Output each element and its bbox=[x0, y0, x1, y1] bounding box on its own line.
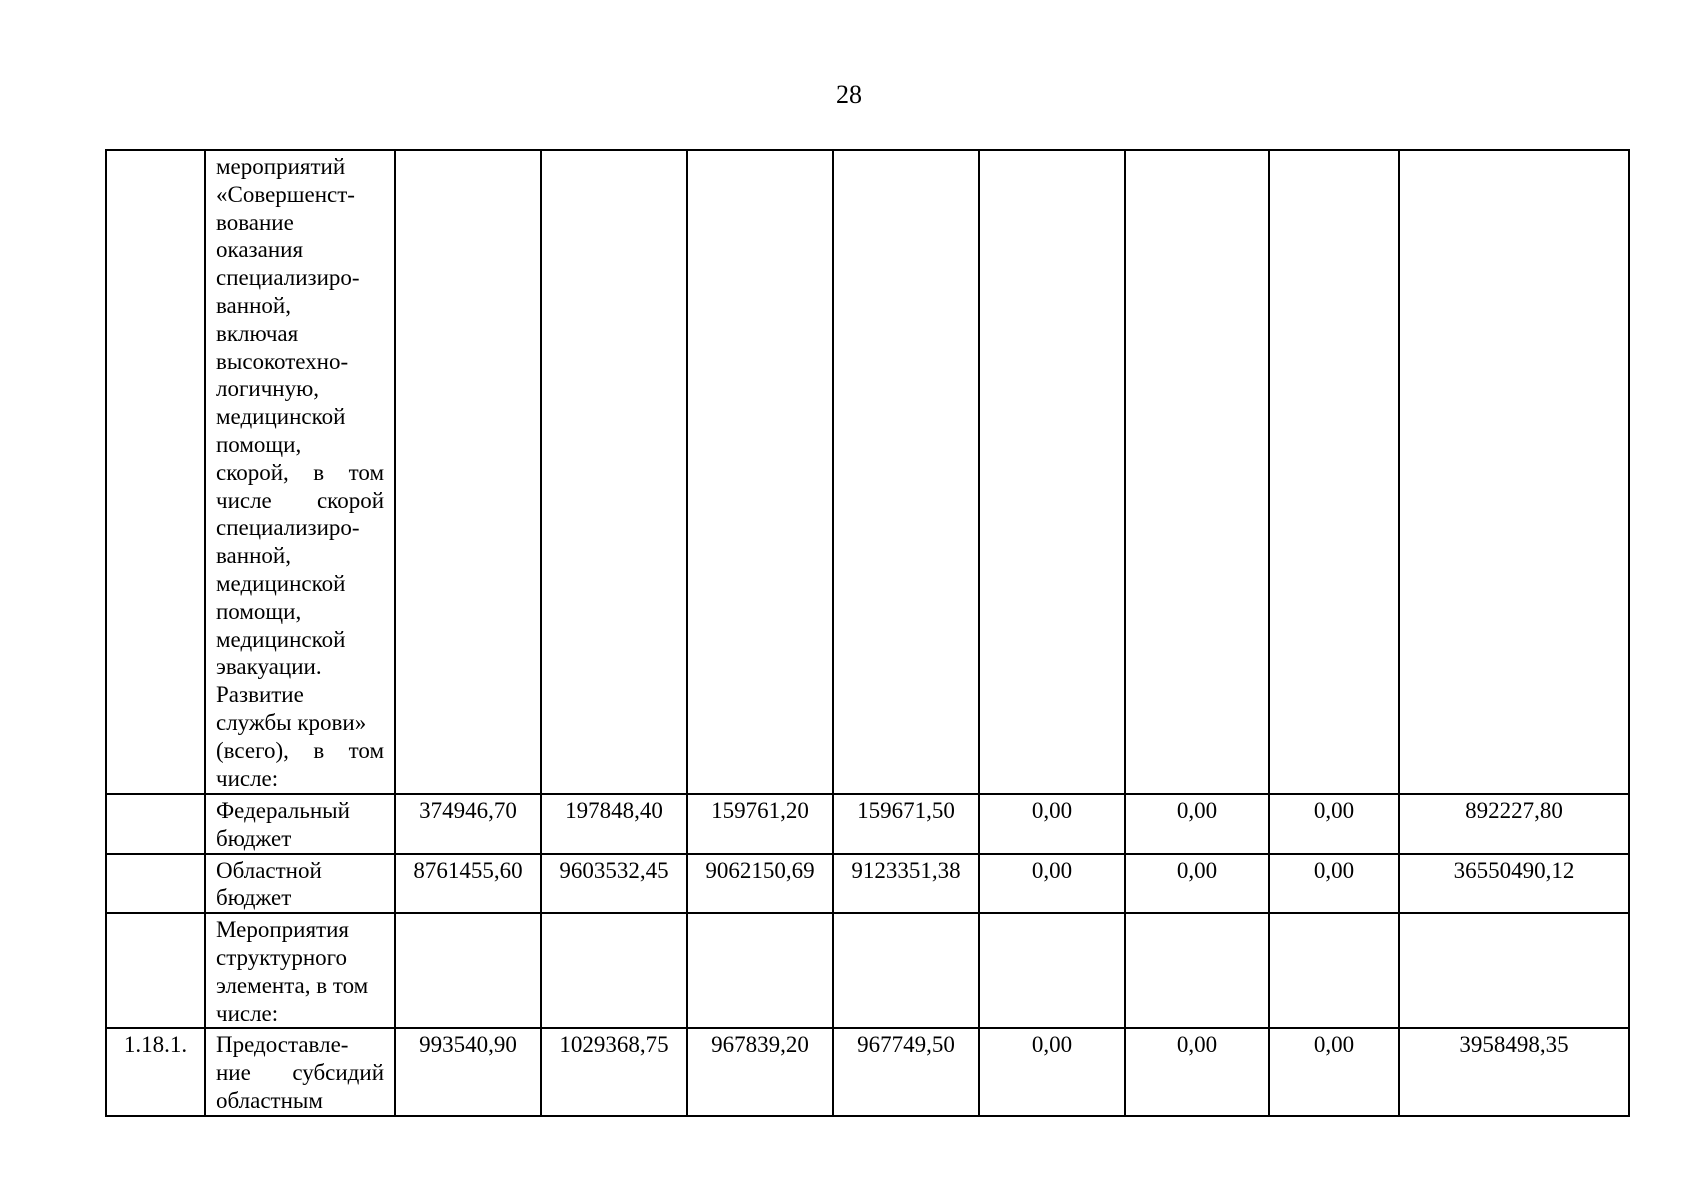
row-name-line: Развитие bbox=[216, 682, 304, 708]
value-cell: 0,00 bbox=[1269, 1028, 1399, 1115]
row-name-line: скорой, в том bbox=[216, 459, 384, 485]
row-name-line: ванной, bbox=[216, 292, 291, 318]
value-cell bbox=[1125, 913, 1269, 1028]
value-cell: 993540,90 bbox=[395, 1028, 541, 1115]
table-row bbox=[106, 794, 1629, 854]
row-name-line: числе скорой bbox=[216, 487, 384, 513]
value-cell: 374946,70 bbox=[395, 794, 541, 854]
value-cell: 159761,20 bbox=[687, 794, 833, 854]
value-cell: 159671,50 bbox=[833, 794, 979, 854]
row-name-cell bbox=[205, 794, 395, 854]
row-name-cell bbox=[205, 150, 395, 794]
row-name-line: числе: bbox=[216, 1000, 279, 1026]
row-name-line: (всего), в том bbox=[216, 737, 384, 763]
row-name-line: оказания bbox=[216, 237, 304, 263]
value-cell: 9062150,69 bbox=[687, 854, 833, 914]
row-name-line: бюджет bbox=[216, 885, 292, 911]
value-cell: 892227,80 bbox=[1399, 794, 1629, 854]
row-name-line: Областной bbox=[216, 857, 322, 883]
row-name-line: Предоставле- bbox=[216, 1032, 349, 1058]
value-cell: 0,00 bbox=[979, 794, 1125, 854]
value-cell: 0,00 bbox=[1125, 854, 1269, 914]
value-cell: 967839,20 bbox=[687, 1028, 833, 1115]
row-name-line: бюджет bbox=[216, 825, 292, 851]
page-number: 28 bbox=[836, 80, 862, 109]
budget-table bbox=[105, 149, 1630, 1117]
row-number-cell bbox=[106, 794, 205, 854]
row-name-line: логичную, bbox=[216, 376, 320, 402]
row-name-line: помощи, bbox=[216, 598, 302, 624]
row-name-line: структурного bbox=[216, 944, 348, 970]
row-number-cell bbox=[106, 913, 205, 1028]
row-name-line: медицинской bbox=[216, 626, 346, 652]
row-name-line: ванной, bbox=[216, 543, 291, 569]
table-row bbox=[106, 1028, 1629, 1115]
value-cell: 967749,50 bbox=[833, 1028, 979, 1115]
row-name-line: числе: bbox=[216, 765, 279, 791]
row-name-line: включая bbox=[216, 320, 299, 346]
row-name-line: службы крови» bbox=[216, 709, 367, 735]
value-cell: 9123351,38 bbox=[833, 854, 979, 914]
row-name-line: мероприятий bbox=[216, 154, 346, 179]
value-cell: 0,00 bbox=[979, 854, 1125, 914]
table-row bbox=[106, 913, 1629, 1028]
value-cell bbox=[541, 150, 687, 794]
value-cell: 8761455,60 bbox=[395, 854, 541, 914]
value-cell: 197848,40 bbox=[541, 794, 687, 854]
row-name-line: Федеральный bbox=[216, 798, 350, 823]
value-cell bbox=[1399, 150, 1629, 794]
value-cell bbox=[1399, 913, 1629, 1028]
value-cell: 1029368,75 bbox=[541, 1028, 687, 1115]
table-row bbox=[106, 150, 1629, 794]
value-cell: 0,00 bbox=[1269, 794, 1399, 854]
row-name-line: областным bbox=[216, 1087, 323, 1113]
value-cell: 36550490,12 bbox=[1399, 854, 1629, 914]
value-cell: 0,00 bbox=[1125, 794, 1269, 854]
value-cell bbox=[979, 150, 1125, 794]
value-cell: 9603532,45 bbox=[541, 854, 687, 914]
value-cell bbox=[833, 150, 979, 794]
row-name-line: медицинской bbox=[216, 570, 346, 596]
value-cell: 3958498,35 bbox=[1399, 1028, 1629, 1115]
value-cell bbox=[687, 150, 833, 794]
row-name-line: вование bbox=[216, 209, 294, 235]
row-name-line: медицинской bbox=[216, 404, 346, 430]
table-row bbox=[106, 854, 1629, 914]
value-cell bbox=[395, 913, 541, 1028]
row-name-line: эвакуации. bbox=[216, 654, 322, 680]
row-name-line: специализиро- bbox=[216, 265, 360, 291]
row-name-cell bbox=[205, 1028, 395, 1115]
row-name-line: специализиро- bbox=[216, 515, 360, 541]
row-name-line: «Совершенст- bbox=[216, 181, 355, 207]
row-name-line: помощи, bbox=[216, 431, 302, 457]
value-cell bbox=[833, 913, 979, 1028]
row-number-cell: 1.18.1. bbox=[106, 1028, 205, 1115]
value-cell bbox=[541, 913, 687, 1028]
row-name-cell bbox=[205, 913, 395, 1028]
value-cell bbox=[1125, 150, 1269, 794]
value-cell bbox=[687, 913, 833, 1028]
value-cell: 0,00 bbox=[1125, 1028, 1269, 1115]
row-number-cell bbox=[106, 854, 205, 914]
row-number-cell bbox=[106, 150, 205, 794]
row-name-cell bbox=[205, 854, 395, 914]
value-cell: 0,00 bbox=[1269, 854, 1399, 914]
value-cell bbox=[1269, 913, 1399, 1028]
row-name-line: Мероприятия bbox=[216, 917, 349, 943]
value-cell bbox=[395, 150, 541, 794]
row-name-line: ние субсидий bbox=[216, 1060, 384, 1086]
value-cell bbox=[1269, 150, 1399, 794]
row-name-line: элемента, в том bbox=[216, 972, 369, 998]
table-body bbox=[106, 150, 1629, 1116]
value-cell bbox=[979, 913, 1125, 1028]
value-cell: 0,00 bbox=[979, 1028, 1125, 1115]
row-name-line: высокотехно- bbox=[216, 348, 349, 374]
